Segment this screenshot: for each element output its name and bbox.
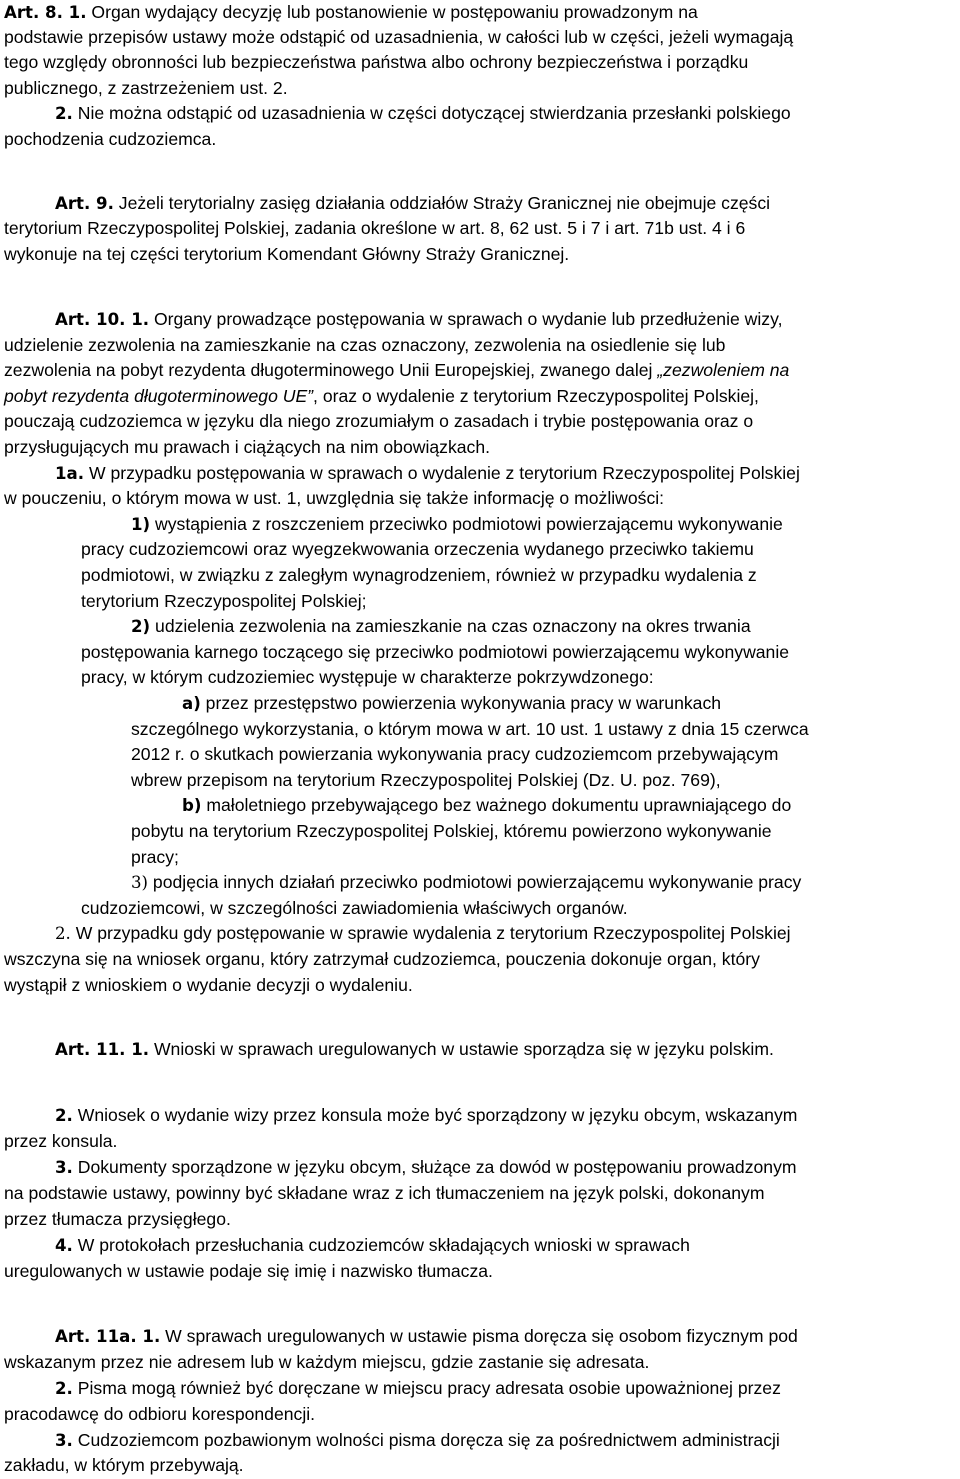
art11-par3-line2: na podstawie ustawy, powinny być składane wraz z ich tłumaczeniem na język polski, dokonanym [4, 1183, 765, 1203]
art11a-heading: Art. 11a. 1. [55, 1327, 161, 1346]
art10-line4: pobyt rezydenta długoterminowego UE”, oraz o wydalenie z terytorium Rzeczypospolitej Polskiej, [4, 386, 759, 406]
art11-par2-number: 2. [55, 1106, 73, 1125]
art10-point3-line2: cudzoziemcowi, w szczególności zawiadomienia właściwych organów. [81, 898, 628, 918]
art11-par2-line2: przez konsula. [4, 1131, 118, 1151]
art11-par3-line3: przez tłumacza przysięgłego. [4, 1209, 231, 1229]
art10-point2-line1: 2) udzielenia zezwolenia na zamieszkanie na czas oznaczony na okres trwania [131, 616, 751, 636]
art8-line4: publicznego, z zastrzeżeniem ust. 2. [4, 78, 288, 98]
art11a-par3-line1: 3. Cudzoziemcom pozbawionym wolności pisma doręcza się za pośrednictwem administracji [55, 1430, 780, 1450]
art10-letter-a-line1: a) przez przestępstwo powierzenia wykonywania pracy w warunkach [182, 693, 722, 713]
point1-number: 1) [131, 515, 151, 534]
art11a-par2-number: 2. [55, 1379, 73, 1398]
art10-point1-line2: pracy cudzoziemcowi oraz wyegzekwowania orzeczenia wydanego przeciwko takiemu [81, 539, 754, 559]
art10-letter-a-line3: 2012 r. o skutkach powierzania wykonywania pracy cudzoziemcom przebywającym [131, 744, 779, 764]
art9-heading: Art. 9. [55, 194, 114, 213]
art11-par4-number: 4. [55, 1236, 73, 1255]
point3-number: 3) [131, 873, 149, 892]
art11-par3-number: 3. [55, 1158, 73, 1177]
defined-term-end: pobyt rezydenta długoterminowego UE” [4, 386, 314, 406]
letter-b: b) [182, 796, 202, 815]
art11-par3-line1: 3. Dokumenty sporządzone w języku obcym, służące za dowód w postępowaniu prowadzonym [55, 1157, 797, 1177]
art10-par2-line1: 2. W przypadku gdy postępowanie w sprawie wydalenia z terytorium Rzeczypospolitej Polskiej [55, 923, 791, 943]
art9-line1: Art. 9. Jeżeli terytorialny zasięg działania oddziałów Straży Granicznej nie obejmuje części [55, 193, 771, 213]
art11a-par3-line2: zakładu, w którym przebywają. [4, 1455, 244, 1475]
art10-par1a-number: 1a. [55, 464, 85, 483]
art8-par2-line1: 2. Nie można odstąpić od uzasadnienia w części dotyczącej stwierdzania przesłanki polskiego [55, 103, 791, 123]
art8-line3: tego względy obronności lub bezpieczeństwa państwa albo ochrony bezpieczeństwa i porządku [4, 52, 749, 72]
art8-par2-number: 2. [55, 104, 73, 123]
art8-par2-line2: pochodzenia cudzoziemca. [4, 129, 217, 149]
art10-par2-line3: wystąpił z wnioskiem o wydanie decyzji o wydaleniu. [4, 975, 413, 995]
art10-letter-b-line3: pracy; [131, 847, 179, 867]
art8-line2: podstawie przepisów ustawy może odstąpić od uzasadnienia, w całości lub w części, jeżeli wymagają [4, 27, 794, 47]
art10-point1-line1: 1) wystąpienia z roszczeniem przeciwko podmiotowi powierzającemu wykonywanie [131, 514, 783, 534]
letter-a: a) [182, 694, 201, 713]
art10-point2-line3: pracy, w którym cudzoziemiec występuje w charakterze pokrzywdzonego: [81, 667, 654, 687]
art9-line2: terytorium Rzeczypospolitej Polskiej, zadania określone w art. 8, 62 ust. 5 i 7 i art. 71b ust. 4 i 6 [4, 218, 746, 238]
defined-term-start: „zezwoleniem na [657, 360, 790, 380]
art11-par4-line1: 4. W protokołach przesłuchania cudzoziemców składających wnioski w sprawach [55, 1235, 690, 1255]
art10-point3-line1: 3) podjęcia innych działań przeciwko podmiotowi powierzającemu wykonywanie pracy [131, 872, 802, 892]
art10-par2-line2: wszczyna się na wniosek organu, który zatrzymał cudzoziemca, pouczenia dokonuje organ, który [4, 949, 760, 969]
art10-line6: przysługujących mu prawach i ciążących na nim obowiązkach. [4, 437, 491, 457]
point2-number: 2) [131, 617, 151, 636]
art8-text: Organ wydający decyzję lub postanowienie w postępowaniu prowadzonym na [86, 2, 698, 22]
art10-heading: Art. 10. 1. [55, 310, 150, 329]
art11a-line1: Art. 11a. 1. W sprawach uregulowanych w ustawie pisma doręcza się osobom fizycznym pod [55, 1326, 798, 1346]
art9-line3: wykonuje na tej części terytorium Komendant Główny Straży Granicznej. [4, 244, 570, 264]
art10-line5: pouczają cudzoziemca w języku dla niego zrozumiałym o zasadach i trybie postępowania oraz o [4, 411, 754, 431]
art11a-par2-line1: 2. Pisma mogą również być doręczane w miejscu pracy adresata osobie upoważnionej przez [55, 1378, 781, 1398]
art10-letter-a-line2: szczególnego wykorzystania, o którym mowa w art. 10 ust. 1 ustawy z dnia 15 czerwca [131, 719, 809, 739]
art10-par1a-line1: 1a. W przypadku postępowania w sprawach o wydalenie z terytorium Rzeczypospolitej Polskiej [55, 463, 800, 483]
art11-par4-line2: uregulowanych w ustawie podaje się imię i nazwisko tłumacza. [4, 1261, 493, 1281]
art10-point1-line3: podmiotowi, w związku z zaległym wynagrodzeniem, również w przypadku wydalenia z [81, 565, 757, 585]
art11-line1: Art. 11. 1. Wnioski w sprawach uregulowanych w ustawie sporządza się w języku polskim. [55, 1039, 774, 1059]
art11a-par2-line2: pracodawcę do odbioru korespondencji. [4, 1404, 316, 1424]
art10-point2-line2: postępowania karnego toczącego się przeciwko podmiotowi powierzającemu wykonywanie [81, 642, 790, 662]
art10-letter-a-line4: wbrew przepisom na terytorium Rzeczypospolitej Polskiej (Dz. U. poz. 769), [131, 770, 721, 790]
art11a-par3-number: 3. [55, 1431, 73, 1450]
art10-par2-number: 2. [55, 924, 71, 943]
art10-line2: udzielenie zezwolenia na zamieszkanie na czas oznaczony, zezwolenia na osiedlenie się lub [4, 335, 726, 355]
art8-line1 [4, 0, 698, 26]
art10-letter-b-line1: b) małoletniego przebywającego bez ważnego dokumentu uprawniającego do [182, 795, 792, 815]
art10-line3: zezwolenia na pobyt rezydenta długoterminowego Unii Europejskiej, zwanego dalej „zezwoleniem na [4, 360, 790, 380]
art11-par2-line1: 2. Wniosek o wydanie wizy przez konsula może być sporządzony w języku obcym, wskazanym [55, 1105, 798, 1125]
art8-heading: Art. 8. 1. [4, 3, 87, 22]
art10-par1a-line2: w pouczeniu, o którym mowa w ust. 1, uwzględnia się także informację o możliwości: [4, 488, 665, 508]
art10-line1: Art. 10. 1. Organy prowadzące postępowania w sprawach o wydanie lub przedłużenie wizy, [55, 309, 783, 329]
art10-point1-line4: terytorium Rzeczypospolitej Polskiej; [81, 591, 367, 611]
art11a-line2: wskazanym przez nie adresem lub w każdym miejscu, gdzie zastanie się adresata. [4, 1352, 650, 1372]
art11-heading: Art. 11. 1. [55, 1040, 150, 1059]
art10-letter-b-line2: pobytu na terytorium Rzeczypospolitej Polskiej, któremu powierzono wykonywanie [131, 821, 772, 841]
